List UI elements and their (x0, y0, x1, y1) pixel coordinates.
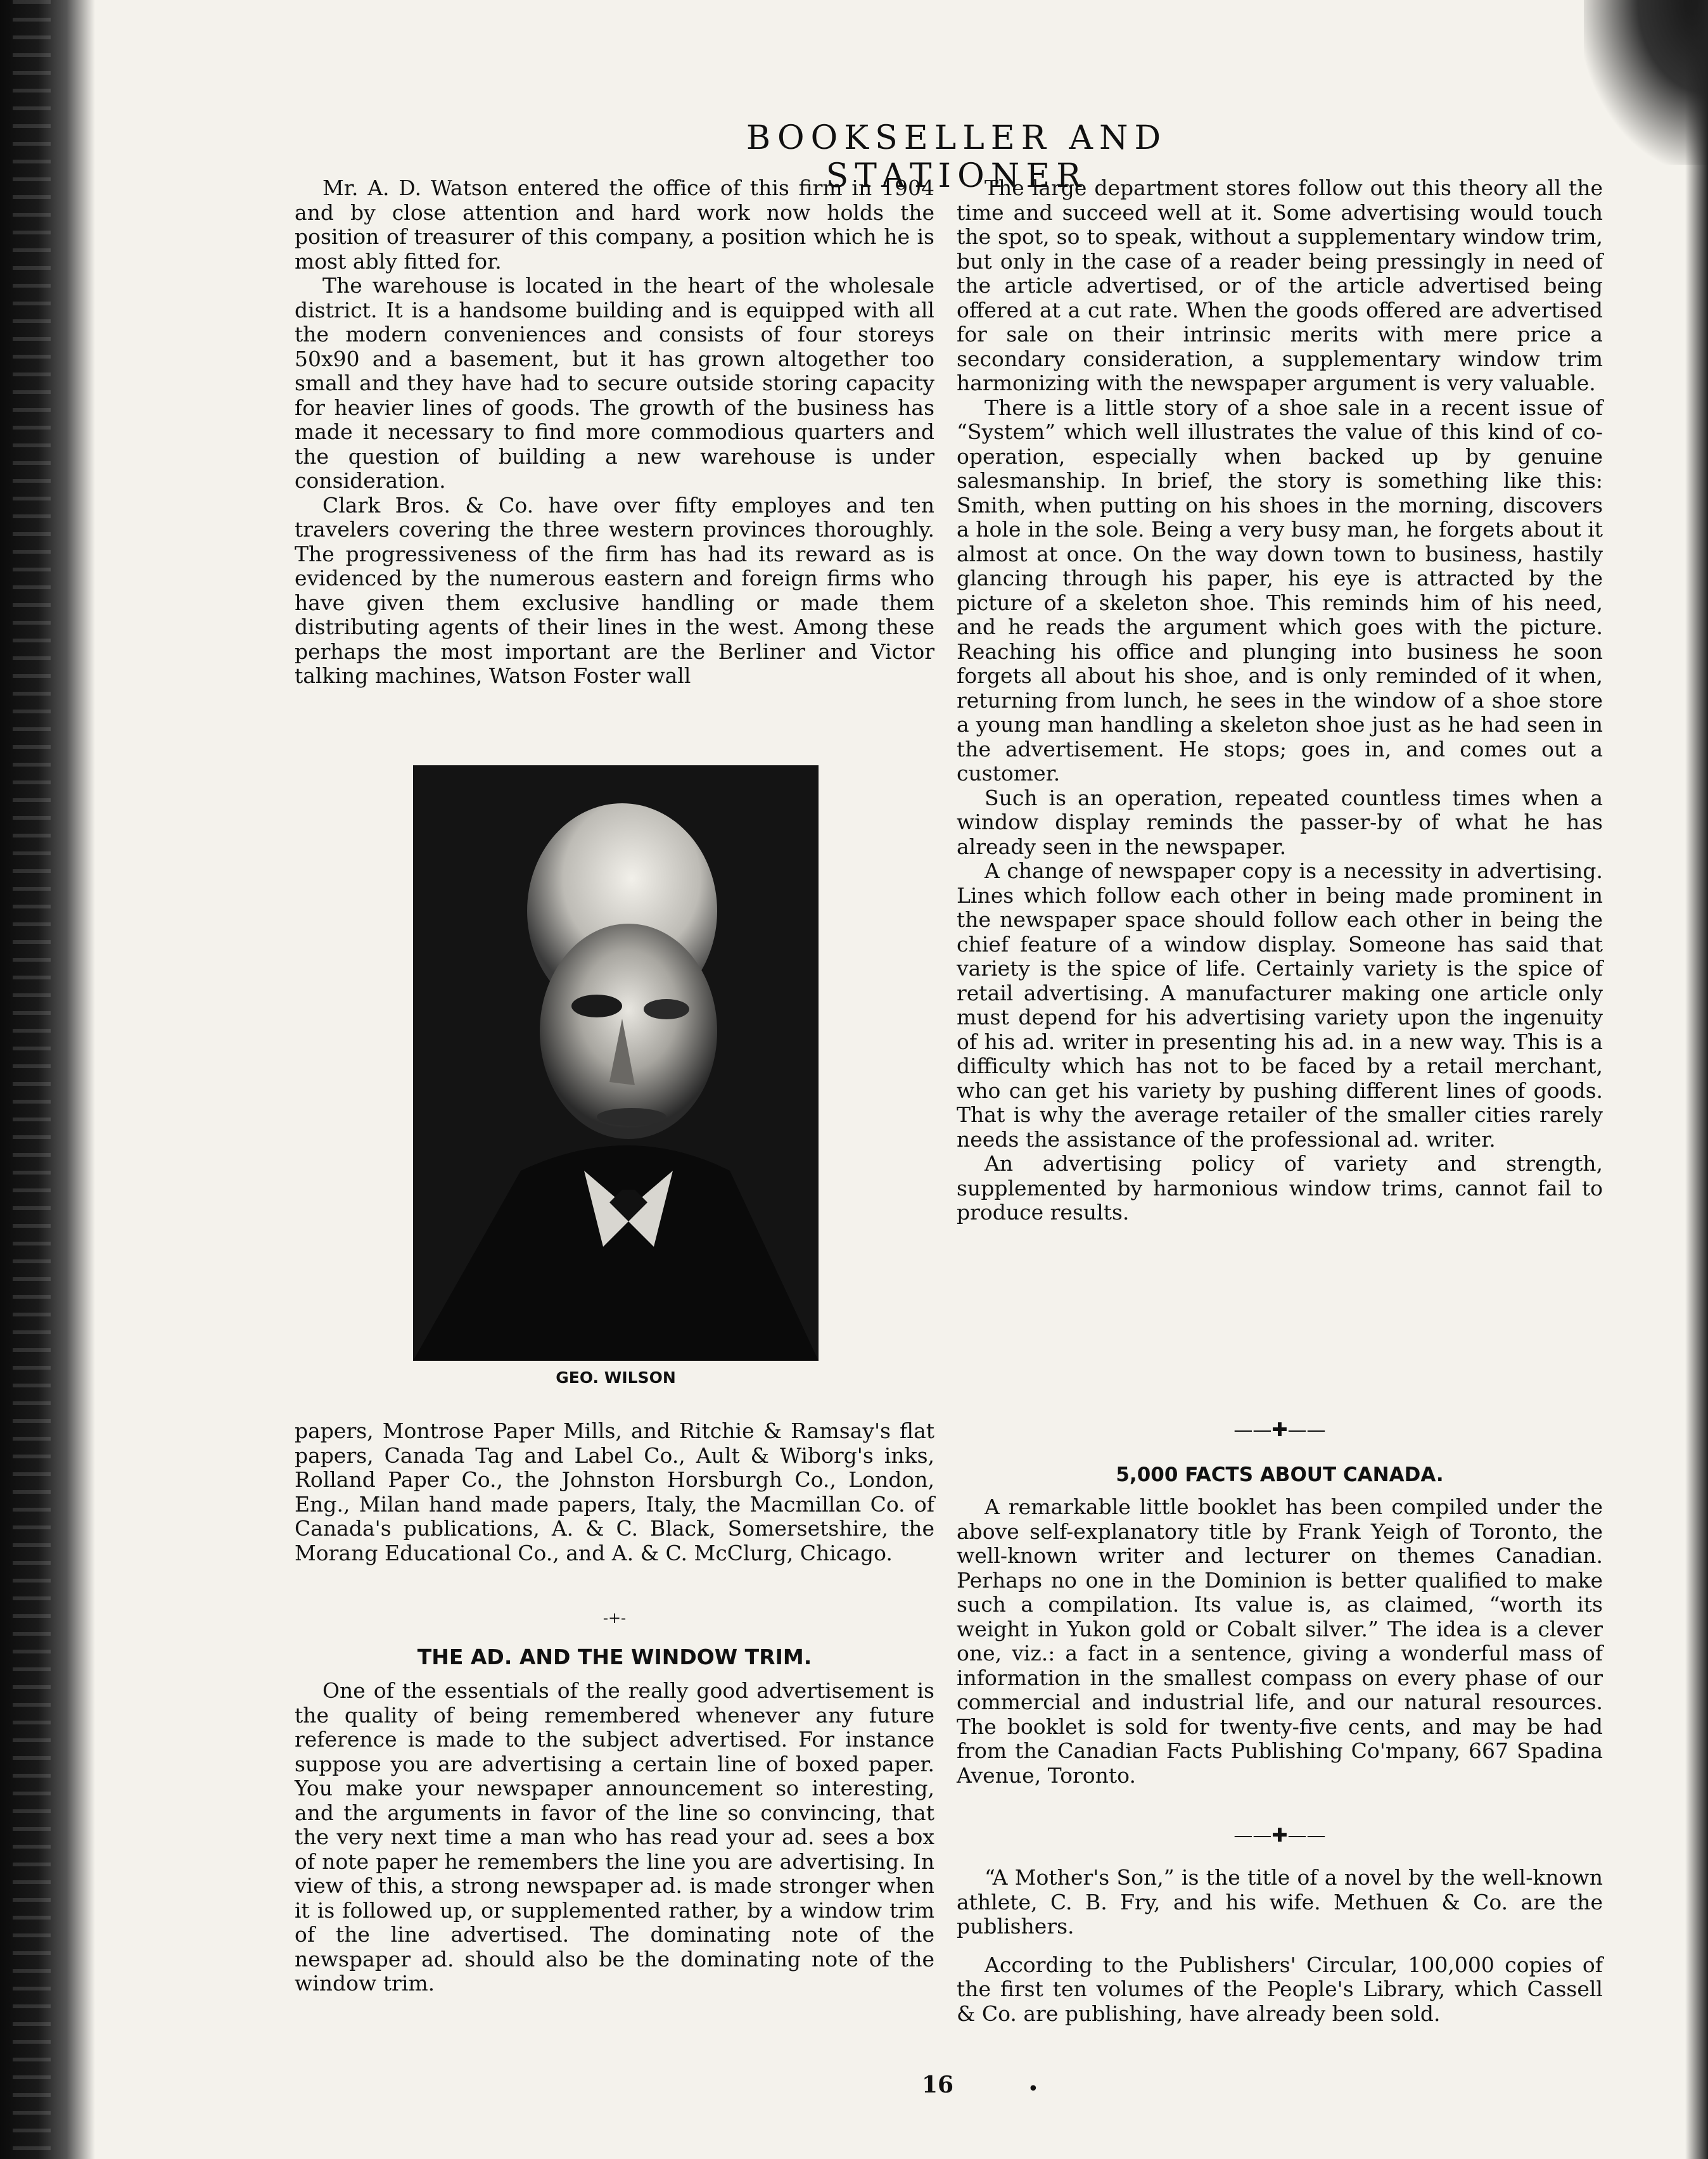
right-column-top (957, 176, 1603, 1225)
paragraph: According to the Publishers' Circular, 100,000 copies of the first ten volumes of the People's Library, which Cassell & Co. are publishing, have already been sold. (957, 1952, 1603, 2026)
section-heading-ad-window-trim: THE AD. AND THE WINDOW TRIM. (417, 1645, 812, 1669)
small-ornament: -+- (602, 1609, 627, 1627)
stray-mark: • (1028, 2078, 1039, 2100)
paragraph: The warehouse is located in the heart of the wholesale district. It is a handsome building and is equipped with all the modern conveniences and consists of four storeys 50x90 and a basement, but it has grown altogether too small and they have had to secure outside storing capacity for heavier lines of goods. The growth of the business has made it necessary to find more commodious quarters and the question of building a new warehouse is under consideration. (295, 273, 934, 493)
ad-section-body (295, 1679, 934, 1996)
paragraph: The large department stores follow out this theory all the time and succeed well at it. Some advertising would touch the spot, so to speak, without a supplementary window trim, but only in the case of a reader being pressingly in need of the article advertised, or of the article advertised being offered at a cut rate. When the goods offered are advertised for sale on their intrinsic merits with mere price a secondary consideration, a supplementary window trim harmonizing with the newspaper argument is very valuable. (957, 175, 1603, 395)
paragraph: One of the essentials of the really good advertisement is the quality of being remembered whenever any future reference is made to the subject advertised. For instance suppose you are advertising a certain line of boxed paper. You make your newspaper announcement so interesting, and the arguments in favor of the line so convincing, that the very next time a man who has read your ad. sees a box of note paper he remembers the line you are advertising. In view of this, a strong newspaper ad. is made stronger when it is followed up, or supplemented rather, by a window trim of the line advertised. The dominating note of the newspaper ad. should also be the dominating note of the window trim. (295, 1678, 934, 1996)
page-number: 16 (921, 2072, 954, 2098)
portrait-image (413, 765, 819, 1361)
notes-section (957, 1866, 1603, 2026)
paragraph: An advertising policy of variety and strength, supplemented by harmonious window trims, cannot fail to produce results. (957, 1151, 1603, 1225)
paragraph: “A Mother's Son,” is the title of a novel by the well-known athlete, C. B. Fry, and his wife. Methuen & Co. are the publishers. (957, 1865, 1603, 1939)
scan-right-shadow (1685, 0, 1708, 2159)
paragraph: A change of newspaper copy is a necessity in advertising. Lines which follow each other in being made prominent in the newspaper space should follow each other in being the chief feature of a window display. Someone has said that variety is the spice of life. Certainly variety is the spice of retail advertising. A manufacturer making one article only must depend for his advertising variety upon the ingenuity of his ad. writer in presenting his ad. in a new way. This is a difficulty which has not to be faced by a retail merchant, who can get his variety by pushing different lines of goods. That is why the average retailer of the smaller cities rarely needs the assistance of the professional ad. writer. (957, 858, 1603, 1152)
section-divider: ——✚—— (1233, 1419, 1326, 1441)
paragraph: A remarkable little booklet has been compiled under the above self-explanatory title by Frank Yeigh of Toronto, the well-known writer and lecturer on themes Canadian. Perhaps no one in the Dominion is better qualified to make such a compilation. Its value is, as claimed, “worth its weight in Yukon gold or Cobalt silver.” The idea is a clever one, viz.: a fact in a sentence, giving a wonderful mass of information in the smallest compass on every phase of our commercial and industrial life, and our natural resources. The booklet is sold for twenty-five cents, and may be had from the Canadian Facts Publishing Co'mpany, 667 Spadina Avenue, Toronto. (957, 1494, 1603, 1788)
paragraph: Mr. A. D. Watson entered the office of this firm in 1904 and by close attention and hard work now holds the position of treasurer of this company, a position which he is most ably fitted for. (295, 175, 934, 274)
section-divider: ——✚—— (1233, 1825, 1326, 1847)
paragraph: Clark Bros. & Co. have over fifty employes and ten travelers covering the three western provinces thoroughly. The progressiveness of the firm has had its reward as is evidenced by the numerous eastern and foreign firms who have given them exclusive handling or made them distributing agents of their lines in the west. Among these perhaps the most important are the Berliner and Victor talking machines, Watson Foster wall (295, 492, 934, 688)
portrait-photo (413, 765, 819, 1361)
facts-section-body (957, 1495, 1603, 1788)
scan-edge-shadow (0, 0, 95, 2159)
photo-caption: GEO. WILSON (556, 1368, 676, 1387)
section-heading-facts-about-canada: 5,000 FACTS ABOUT CANADA. (1116, 1463, 1444, 1486)
left-column-top (295, 176, 934, 689)
paragraph: There is a little story of a shoe sale in a recent issue of “System” which well illustrates the value of this kind of co-operation, especially when backed up by genuine salesmanship. In brief, the story is something like this: Smith, when putting on his shoes in the morning, discovers a hole in the sole. Being a very busy man, he forgets about it almost at once. On the way down town to business, hastily glancing through his paper, his eye is attracted by the picture of a skeleton shoe. This reminds him of his need, and he reads the argument which goes with the picture. Reaching his office and plunging into business he soon forgets all about his shoe, and is only reminded of it when, returning from lunch, he sees in the window of a shoe store a young man handling a skeleton shoe just as he had seen in the advertisement. He stops; goes in, and comes out a customer. (957, 395, 1603, 786)
paragraph: papers, Montrose Paper Mills, and Ritchie & Ramsay's flat papers, Canada Tag and Label Co., Ault & Wiborg's inks, Rolland Paper Co., the Johnston Horsburgh Co., London, Eng., Milan hand made papers, Italy, the Macmillan Co. of Canada's publications, A. & C. Black, Somersetshire, the Morang Educational Co., and A. & C. McClurg, Chicago. (295, 1418, 934, 1565)
running-header: BOOKSELLER AND STATIONER (746, 119, 1168, 195)
paragraph: Such is an operation, repeated countless times when a window display reminds the passer-by of what he has already seen in the newspaper. (957, 785, 1603, 859)
left-column-continuation (295, 1419, 934, 1565)
